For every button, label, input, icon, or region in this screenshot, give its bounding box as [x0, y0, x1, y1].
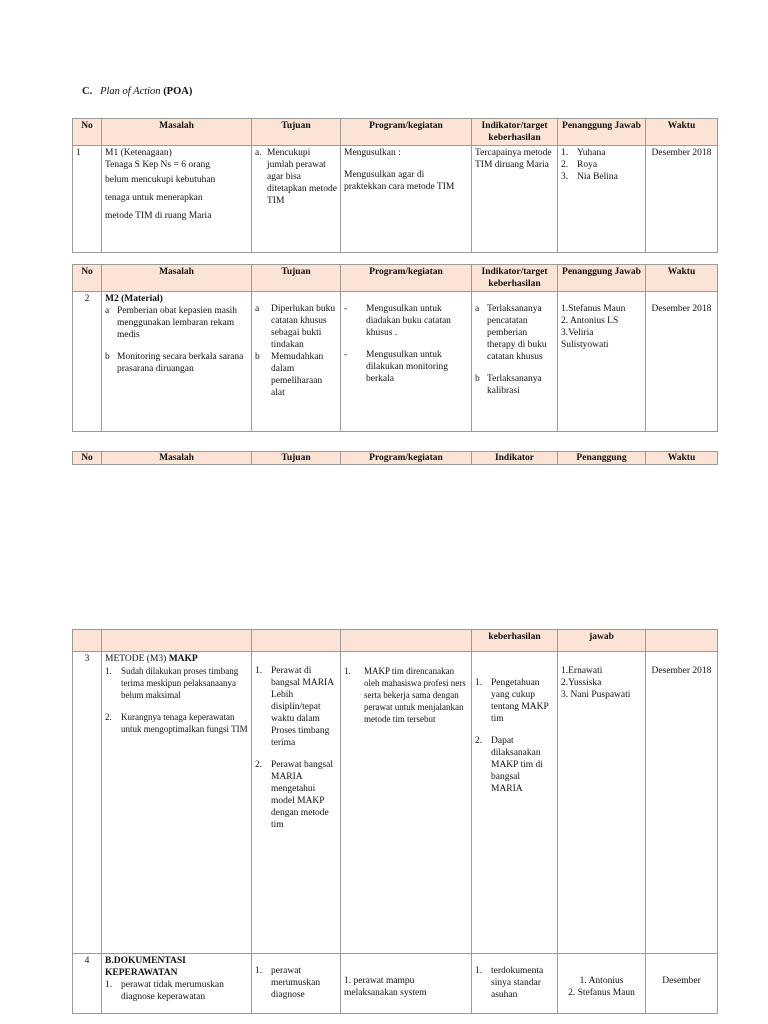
- col-header-tujuan: Tujuan: [252, 119, 341, 146]
- program-item: MAKP tim direncanakan oleh mahasiswa profesi ners serta bekerja sama dengan perawat untuk menjalankan metode tim tersebut: [364, 666, 466, 724]
- pj-name: Roya: [577, 160, 598, 170]
- tujuan-cell: [252, 146, 341, 253]
- col-header-pj: Penanggung Jawab: [558, 119, 646, 146]
- waktu-text: Desember: [662, 976, 701, 986]
- waktu-text: Desember 2018: [651, 304, 712, 314]
- poa-table-3-header: [72, 451, 718, 465]
- masalah-title: METODE (M3) MAKP: [105, 654, 198, 664]
- row-number: 2: [73, 292, 102, 432]
- col-header-tujuan: Tujuan: [252, 452, 341, 465]
- pj-name: Yuhana: [577, 148, 606, 158]
- tujuan-cell: a Diperlukan buku catatan khusus sebagai bukti tindakan b Memudahkan dalam pemeliharaan alat: [252, 292, 341, 432]
- masalah-item: perawat tidak merumuskan diagnose keperawatan: [121, 980, 224, 1002]
- tujuan-text: Mencukupi jumlah perawat agar bisa ditetapkan metode TIM: [267, 148, 337, 206]
- waktu-cell: Desember 2018: [646, 146, 718, 253]
- table-header-row: [73, 630, 718, 652]
- masalah-item: Monitoring secara berkala sarana prasarana diruangan: [117, 352, 244, 374]
- pj-name: 1.Ernawati: [561, 666, 603, 676]
- indikator-item: Pengetahuan yang cukup tentang MAKP tim: [491, 678, 549, 724]
- pj-name: 1. Antonius: [579, 976, 624, 986]
- col-header-waktu: Waktu: [646, 265, 718, 292]
- masalah-cell: METODE (M3) MAKP 1. Sudah dilakukan proses timbang terima meskipun pelaksanaanya belum maksimal 2. Kurangnya tenaga keperawatan untuk mengoptimalkan fungsi TIM: [102, 652, 252, 954]
- table-header-row: [73, 119, 718, 146]
- indikator-cell: a Terlaksananya pencatatan pemberian therapy di buku catatan khusus b Terlaksananya kalibrasi: [472, 292, 558, 432]
- indikator-cell: 1. Pengetahuan yang cukup tentang MAKP tim 2. Dapat dilaksanakan MAKP tim di bangsal MARIA: [472, 652, 558, 954]
- pj-name: 3.Veliria Sulistyowati: [561, 328, 609, 350]
- waktu-text: Desember 2018: [651, 666, 712, 676]
- indikator-item: Terlaksananya pencatatan pemberian therapy di buku catatan khusus: [487, 304, 547, 362]
- col-header-indikator-cont: keberhasilan: [472, 630, 558, 652]
- program-cell: [341, 146, 472, 253]
- masalah-cell: B.DOKUMENTASI KEPERAWATAN 1. perawat tidak merumuskan diagnose keperawatan: [102, 954, 252, 1014]
- col-header-no: No: [73, 265, 102, 292]
- tujuan-item: Perawat bangsal MARIA mengetahui model MAKP dengan metode tim: [271, 760, 333, 830]
- waktu-cell: [646, 954, 718, 1014]
- pj-cell: [558, 652, 646, 954]
- pj-name: 2. Stefanus Maun: [568, 988, 635, 998]
- col-header-program: Program/kegiatan: [341, 119, 472, 146]
- tujuan-item: Perawat di bangsal MARIA Lebih disiplin/tepat waktu dalam Proses timbang terima: [271, 666, 334, 748]
- col-header-indikator: Indikator: [472, 452, 558, 465]
- heading-title-bold: (POA): [163, 86, 193, 97]
- table-row: [73, 954, 718, 1014]
- pj-name: 2.Yussiska: [561, 678, 602, 688]
- program-cell: [341, 954, 472, 1014]
- section-heading: [82, 86, 192, 97]
- masalah-line: tenaga untuk menerapkan: [105, 193, 203, 203]
- waktu-cell: [646, 652, 718, 954]
- row-number: 1: [73, 146, 102, 253]
- masalah-item: Kurangnya tenaga keperawatan untuk mengoptimalkan fungsi TIM: [121, 712, 248, 734]
- heading-title-italic: Plan of Action: [100, 86, 161, 97]
- waktu-cell: [646, 292, 718, 432]
- indikator-item: Terlaksananya kalibrasi: [487, 374, 542, 396]
- col-header-tujuan: Tujuan: [252, 265, 341, 292]
- program-cell: 1. MAKP tim direncanakan oleh mahasiswa profesi ners serta bekerja sama dengan perawat untuk menjalankan metode tim tersebut: [341, 652, 472, 954]
- col-header-indikator: Indikator/target keberhasilan: [472, 119, 558, 146]
- col-header-pj: Penanggung: [558, 452, 646, 465]
- pj-cell: [558, 954, 646, 1014]
- pj-cell: [558, 292, 646, 432]
- masalah-title: B.DOKUMENTASI KEPERAWATAN: [105, 956, 186, 978]
- masalah-item: Sudah dilakukan proses timbang terima meskipun pelaksanaanya belum maksimal: [121, 666, 239, 700]
- masalah-line: metode TIM di ruang Maria: [105, 211, 212, 221]
- indikator-cell: Tercapainya metode TIM diruang Maria: [472, 146, 558, 253]
- col-header-waktu: Waktu: [646, 119, 718, 146]
- row-number: 3: [73, 652, 102, 954]
- poa-table-2: [72, 264, 718, 432]
- program-item: 1. perawat mampu melaksanakan system: [344, 976, 427, 998]
- pj-name: 3. Nani Puspawati: [561, 690, 631, 700]
- heading-letter: C.: [82, 86, 93, 97]
- col-header-pj: Penanggung Jawab: [558, 265, 646, 292]
- masalah-line: belum mencukupi kebutuhan: [105, 175, 216, 185]
- program-item: Mengusulkan untuk diadakan buku catatan khusus .: [366, 304, 451, 338]
- col-header-indikator: Indikator/target keberhasilan: [472, 265, 558, 292]
- masalah-line: Tenaga S Kep Ns = 6 orang: [105, 160, 210, 170]
- table-row: [73, 652, 718, 954]
- indikator-item: Dapat dilaksanakan MAKP tim di bangsal MARIA: [491, 736, 543, 794]
- masalah-title: M1 (Ketenagaan): [105, 148, 172, 158]
- row-number: 4: [73, 954, 102, 1014]
- col-header-masalah: Masalah: [102, 119, 252, 146]
- col-header-program: Program/kegiatan: [341, 265, 472, 292]
- indikator-cell: 1. terdokumenta sinya standar asuhan: [472, 954, 558, 1014]
- tujuan-item: Memudahkan dalam pemeliharaan alat: [271, 352, 324, 398]
- col-header-masalah: Masalah: [102, 265, 252, 292]
- pj-cell: 1. Yuhana 2. Roya 3. Nia Belina: [558, 146, 646, 253]
- masalah-cell: M2 (Material) a Pemberian obat kepasien masih menggunakan lembaran rekam medis b Monitoring secara berkala sarana prasarana diruangan: [102, 292, 252, 432]
- tujuan-item: perawat merumuskan diagnose: [271, 966, 321, 1000]
- pj-name: Nia Belina: [577, 172, 618, 182]
- tujuan-item: Diperlukan buku catatan khusus sebagai bukti tindakan: [271, 304, 336, 350]
- masalah-item: Pemberian obat kepasien masih menggunakan lembaran rekam medis: [117, 306, 238, 340]
- col-header-pj-cont: jawab: [558, 630, 646, 652]
- indikator-item: terdokumenta sinya standar asuhan: [491, 966, 544, 1000]
- col-header-no: No: [73, 119, 102, 146]
- pj-name: 1.Stefanus Maun: [561, 304, 626, 314]
- table-row: [73, 292, 718, 432]
- program-text: Mengusulkan :: [344, 148, 401, 158]
- tujuan-cell: 1. Perawat di bangsal MARIA Lebih disiplin/tepat waktu dalam Proses timbang terima 2. Perawat bangsal MARIA mengetahui model MAKP dengan metode tim: [252, 652, 341, 954]
- col-header-waktu: Waktu: [646, 452, 718, 465]
- col-header-no: No: [73, 452, 102, 465]
- poa-table-4: [72, 629, 718, 1014]
- masalah-cell: [102, 146, 252, 253]
- table-row: [73, 146, 718, 253]
- program-cell: - Mengusulkan untuk diadakan buku catatan khusus . - Mengusulkan untuk dilakukan monitoring berkala: [341, 292, 472, 432]
- program-item: Mengusulkan untuk dilakukan monitoring berkala: [366, 350, 449, 384]
- pj-name: 2. Antonius LS: [561, 316, 619, 326]
- table-header-row: [73, 452, 718, 465]
- col-header-masalah: Masalah: [102, 452, 252, 465]
- col-header-program: Program/kegiatan: [341, 452, 472, 465]
- masalah-title: M2 (Material): [105, 294, 163, 304]
- list-marker: a.: [255, 148, 262, 158]
- program-text: Mengusulkan agar di praktekkan cara metode TIM: [344, 170, 455, 192]
- poa-table-1: [72, 118, 718, 253]
- table-header-row: [73, 265, 718, 292]
- tujuan-cell: 1. perawat merumuskan diagnose: [252, 954, 341, 1014]
